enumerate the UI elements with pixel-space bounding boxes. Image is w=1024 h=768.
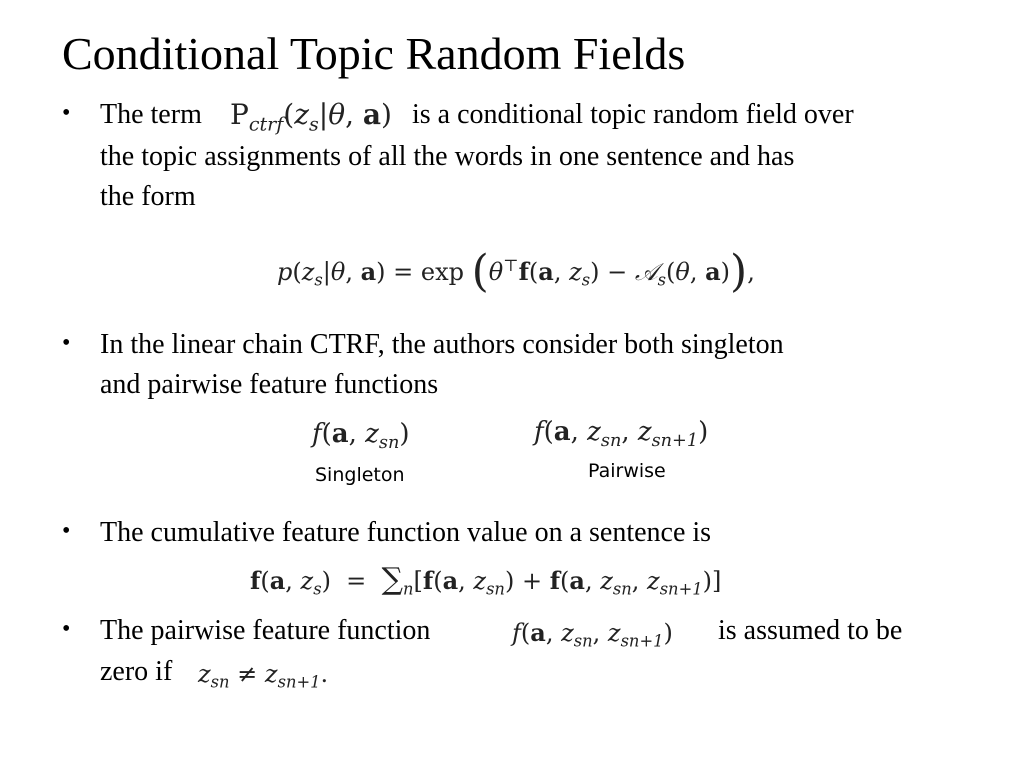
bullet-marker: • — [62, 518, 71, 544]
bullet-4-text-after: is assumed to be — [718, 615, 903, 646]
caption-pairwise: Pairwise — [588, 460, 666, 482]
formula-not-equal: $z_{sn} \ne z_{sn+1}$. — [198, 660, 329, 692]
bullet-marker: • — [62, 616, 71, 642]
bullet-marker: • — [62, 330, 71, 356]
bullet-2-line-1: In the linear chain CTRF, the authors consider both singleton — [100, 329, 784, 360]
bullet-1-text-after: is a conditional topic random field over — [412, 99, 854, 130]
formula-pairwise-inline: f(a, $z_{sn}$, $z_{sn+1}$) — [512, 618, 673, 651]
bullet-4-line-2: zero if — [100, 656, 173, 687]
slide-title: Conditional Topic Random Fields — [62, 28, 686, 79]
caption-singleton: Singleton — [315, 464, 405, 486]
formula-pairwise: f(a, $z_{sn}$, $z_{sn+1}$) — [534, 417, 709, 452]
bullet-marker: • — [62, 100, 71, 126]
bullet-2-line-2: and pairwise feature functions — [100, 369, 439, 400]
formula-p-ctrf: $P_{ctrf}(z_s|\theta$, a) — [230, 98, 392, 136]
formula-singleton: f(a, $z_{sn}$) — [312, 419, 410, 454]
bullet-1-line-2: the topic assignments of all the words in one sentence and has — [100, 141, 795, 172]
formula-p-exp: $p(z_s|\theta$, a) = exp (θ⊤f(a, $z_s$) − 𝒜$_s$(θ, a)), — [277, 245, 755, 297]
bullet-3-line-1: The cumulative feature function value on a sentence is — [100, 517, 712, 548]
bullet-1-text-before: The term — [100, 99, 202, 130]
formula-cumulative: f(a, $z_s) = \sum_n[f(a$, $z_{sn}) + f(a$, $z_{sn}$, $z_{sn+1}$)] — [250, 562, 722, 599]
bullet-1-line-3: the form — [100, 181, 196, 212]
bullet-4-text-before: The pairwise feature function — [100, 615, 431, 646]
